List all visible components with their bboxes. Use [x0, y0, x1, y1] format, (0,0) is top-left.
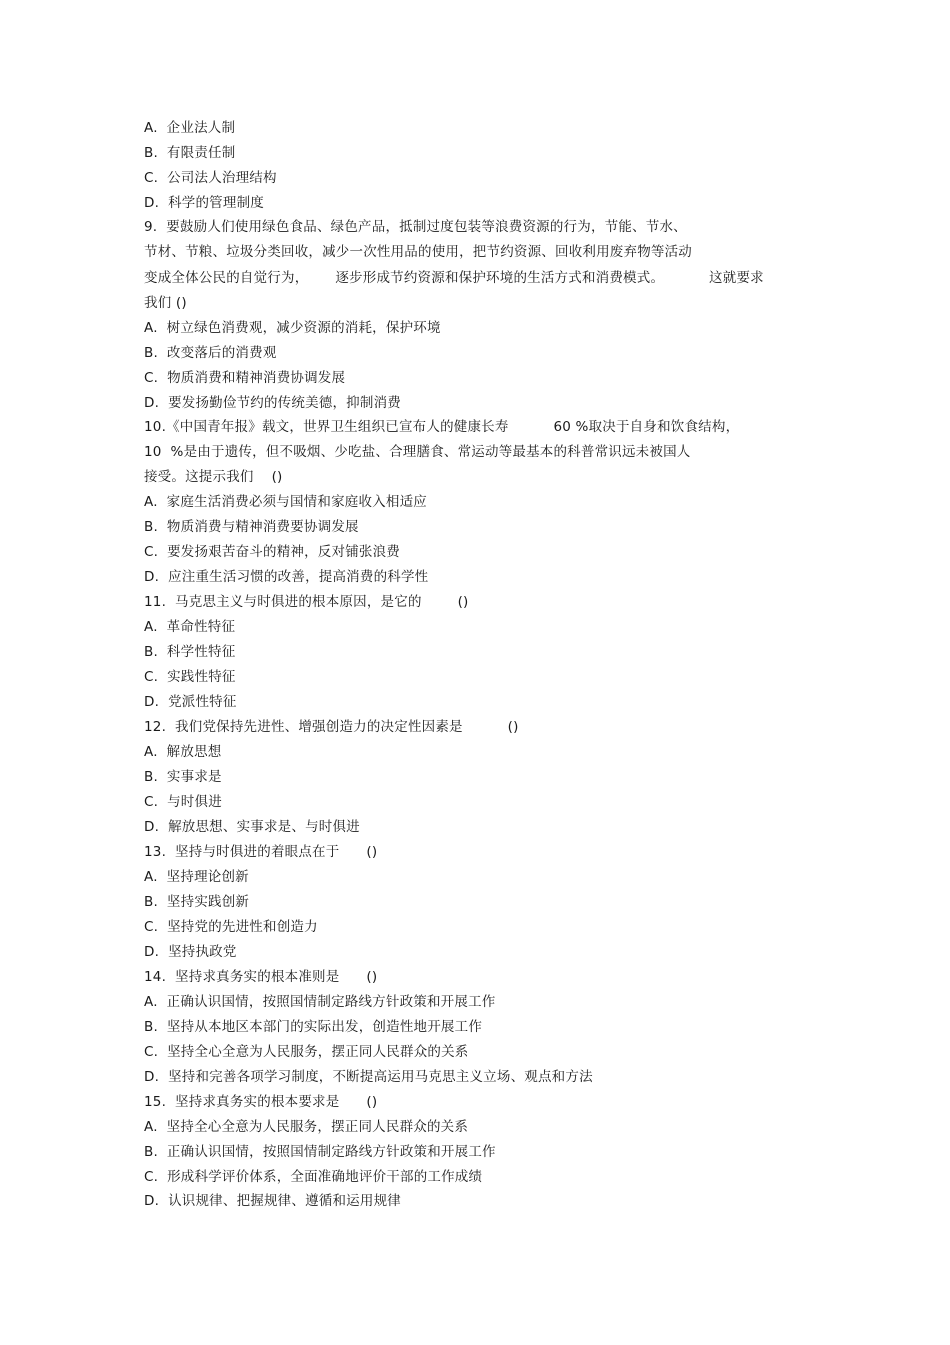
text-line: D. 坚持和完善各项学习制度，不断提高运用马克思主义立场、观点和方法 — [144, 1069, 593, 1085]
text-line: D. 解放思想、实事求是、与时俱进 — [144, 819, 360, 835]
text-line: 变成全体公民的自觉行为， 逐步形成节约资源和保护环境的生活方式和消费模式。 这就要求 — [144, 270, 764, 286]
text-line: A. 树立绿色消费观，减少资源的消耗，保护环境 — [144, 320, 441, 336]
text-line: 12. 我们党保持先进性、增强创造力的决定性因素是 () — [144, 719, 519, 735]
text-line: B. 实事求是 — [144, 769, 222, 785]
text-line: C. 坚持全心全意为人民服务，摆正同人民群众的关系 — [144, 1044, 469, 1060]
text-line: A. 企业法人制 — [144, 120, 236, 136]
text-line: D. 科学的管理制度 — [144, 195, 264, 211]
text-line: B. 科学性特征 — [144, 644, 236, 660]
text-line: D. 应注重生活习惯的改善，提高消费的科学性 — [144, 569, 429, 585]
text-line: C. 形成科学评价体系，全面准确地评价干部的工作成绩 — [144, 1169, 483, 1185]
text-line: B. 坚持从本地区本部门的实际出发，创造性地开展工作 — [144, 1019, 483, 1035]
text-line: A. 坚持理论创新 — [144, 869, 249, 885]
text-line: 13. 坚持与时俱进的着眼点在于 () — [144, 844, 378, 860]
text-line: D. 认识规律、把握规律、遵循和运用规律 — [144, 1193, 401, 1209]
text-line: 15. 坚持求真务实的根本要求是 () — [144, 1094, 378, 1110]
text-line: C. 要发扬艰苦奋斗的精神，反对铺张浪费 — [144, 544, 400, 560]
text-line: B. 有限责任制 — [144, 145, 236, 161]
text-line: C. 与时俱进 — [144, 794, 222, 810]
text-line: A. 正确认识国情，按照国情制定路线方针政策和开展工作 — [144, 994, 496, 1010]
text-line: 14. 坚持求真务实的根本准则是 () — [144, 969, 378, 985]
text-line: 10.《中国青年报》载文，世界卫生组织已宣布人的健康长寿 60 %取决于自身和饮食结构， — [144, 419, 740, 435]
text-line: 11. 马克思主义与时俱进的根本原因，是它的 () — [144, 594, 469, 610]
text-line: 节材、节粮、垃圾分类回收，减少一次性用品的使用，把节约资源、回收利用废弃物等活动 — [144, 244, 692, 260]
text-line: B. 物质消费与精神消费要协调发展 — [144, 519, 359, 535]
text-line: D. 党派性特征 — [144, 694, 237, 710]
text-line: A. 解放思想 — [144, 744, 222, 760]
text-line: B. 改变落后的消费观 — [144, 345, 277, 361]
text-line: C. 物质消费和精神消费协调发展 — [144, 370, 346, 386]
text-line: B. 坚持实践创新 — [144, 894, 250, 910]
text-line: A. 革命性特征 — [144, 619, 236, 635]
text-line: B. 正确认识国情，按照国情制定路线方针政策和开展工作 — [144, 1144, 496, 1160]
text-line: A. 家庭生活消费必须与国情和家庭收入相适应 — [144, 494, 427, 510]
text-line: 接受。这提示我们 () — [144, 469, 283, 485]
text-line: 9. 要鼓励人们使用绿色食品、绿色产品，抵制过度包装等浪费资源的行为，节能、节水、 — [144, 219, 687, 235]
text-line: C. 公司法人治理结构 — [144, 170, 277, 186]
text-line: C. 实践性特征 — [144, 669, 236, 685]
text-line: 我们 () — [144, 295, 187, 311]
text-line: 10 %是由于遗传，但不吸烟、少吃盐、合理膳食、常运动等最基本的科普常识远未被国人 — [144, 444, 691, 460]
text-line: C. 坚持党的先进性和创造力 — [144, 919, 318, 935]
text-line: A. 坚持全心全意为人民服务，摆正同人民群众的关系 — [144, 1119, 469, 1135]
text-line: D. 要发扬勤俭节约的传统美德，抑制消费 — [144, 395, 401, 411]
text-line: D. 坚持执政党 — [144, 944, 237, 960]
